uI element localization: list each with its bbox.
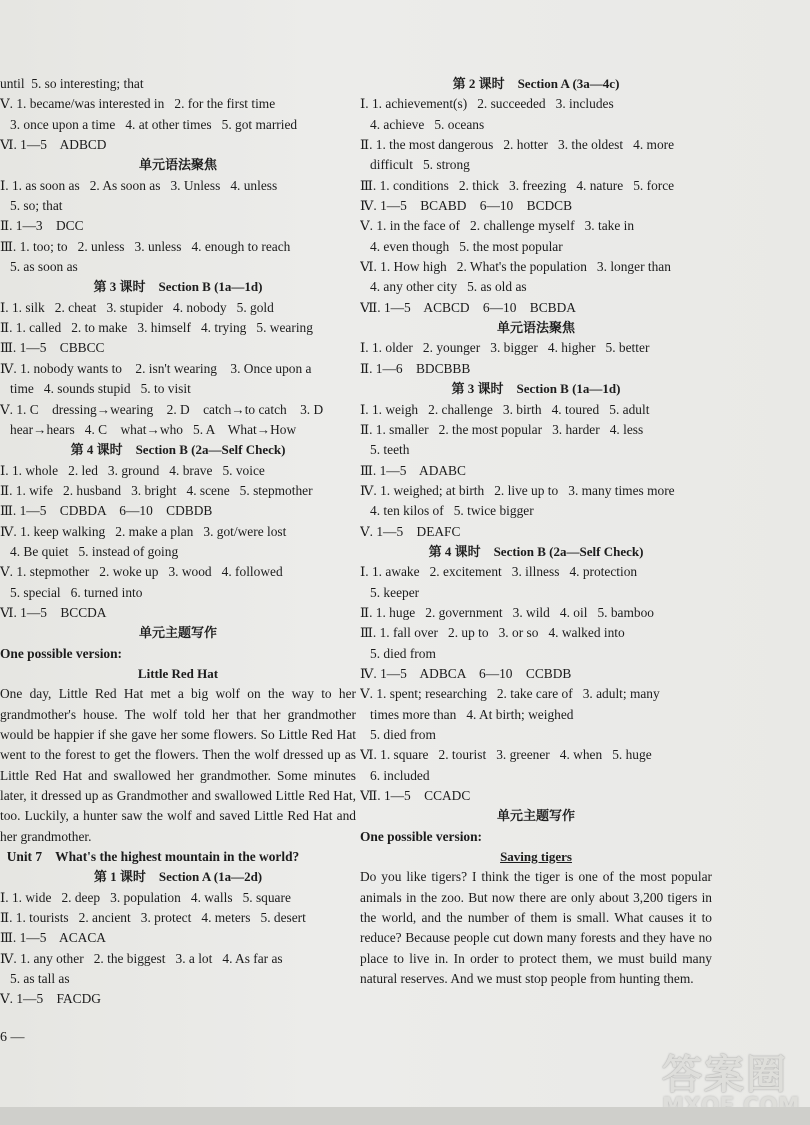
section-heading (0, 155, 356, 175)
line-text: One possible version: (360, 828, 483, 844)
answer-line (360, 623, 712, 643)
line-text: Ⅱ. 1—6 BDCBBB (360, 360, 471, 376)
answer-line (0, 135, 356, 155)
line-text: time 4. sounds stupid 5. to visit (0, 381, 191, 397)
line-text: Ⅱ. 1—3 DCC (0, 218, 84, 234)
right-column (360, 74, 712, 989)
line-text: Ⅳ. 1. any other 2. the biggest 3. a lot 4. As far as (0, 950, 283, 966)
line-text: Ⅴ. 1—5 DEAFC (360, 523, 461, 539)
answer-line (360, 338, 712, 358)
line-text: Ⅱ. 1. called 2. to make 3. himself 4. trying 5. wearing (0, 320, 313, 336)
line-text: Ⅰ. 1. wide 2. deep 3. population 4. walls 5. square (0, 889, 291, 905)
answer-line (360, 298, 712, 318)
watermark (662, 1043, 802, 1115)
answer-line (360, 257, 712, 277)
line-text: 第 3 课时 Section B (1a—1d) (451, 381, 621, 397)
line-text: Ⅳ. 1—5 ADBCA 6—10 CCBDB (360, 665, 572, 681)
right-lines (360, 74, 712, 867)
answer-line (0, 379, 356, 399)
section-heading (0, 277, 356, 297)
line-text: Ⅴ. 1. spent; researching 2. take care of 3. adult; many (360, 686, 660, 702)
line-text: difficult 5. strong (360, 157, 470, 173)
answer-line (0, 298, 356, 318)
answer-line (360, 115, 712, 135)
line-text: Ⅱ. 1. the most dangerous 2. hotter 3. the oldest 4. more (360, 137, 675, 153)
line-text: 第 1 课时 Section A (1a—2d) (93, 869, 263, 885)
line-text: 5. special 6. turned into (0, 584, 143, 600)
answer-line (360, 562, 712, 582)
line-text: Ⅰ. 1. achievement(s) 2. succeeded 3. includes (360, 96, 614, 112)
line-text: 4. Be quiet 5. instead of going (0, 543, 179, 559)
line-text: 5. keeper (360, 584, 420, 600)
section-heading (0, 623, 356, 643)
answer-line (0, 338, 356, 358)
answer-line (0, 644, 356, 664)
line-text: Ⅰ. 1. whole 2. led 3. ground 4. brave 5. voice (0, 462, 265, 478)
essay-paragraph: Do you like tigers? I think the tiger is one of the most popular animals in the zoo. But now there are only about 3,200 tigers in the world, and the number of them is small. What causes it to reduce? Because people cut down many forests and they have no place to live in. In order to protect them, we must build many natural reserves. And we must stop people from hunting them. (360, 869, 712, 987)
answer-line (0, 562, 356, 582)
line-text: Ⅴ. 1. became/was interested in 2. for the first time (0, 96, 276, 112)
line-text: Ⅰ. 1. as soon as 2. As soon as 3. Unless 4. unless (0, 177, 278, 193)
answer-line (0, 420, 356, 440)
answer-line (0, 237, 356, 257)
line-text: Ⅲ. 1—5 ADABC (360, 462, 466, 478)
line-text: Ⅵ. 1. How high 2. What's the population 3. longer than (360, 259, 671, 275)
line-text: Ⅶ. 1—5 CCADC (360, 788, 471, 804)
line-text: Ⅲ. 1. conditions 2. thick 3. freezing 4. nature 5. force (360, 177, 675, 193)
answer-line (0, 400, 356, 420)
answer-line (0, 603, 356, 623)
answer-line (360, 481, 712, 501)
line-text: Ⅴ. 1—5 FACDG (0, 991, 101, 1007)
line-text: Ⅴ. 1. in the face of 2. challenge myself 3. take in (360, 218, 635, 234)
section-heading (360, 74, 712, 94)
line-text: 4. any other city 5. as old as (360, 279, 527, 295)
line-text: Ⅱ. 1. smaller 2. the most popular 3. harder 4. less (360, 421, 644, 437)
line-text: 3. once upon a time 4. at other times 5. got married (0, 116, 298, 132)
answer-line (360, 237, 712, 257)
answer-line (360, 522, 712, 542)
answer-line (360, 461, 712, 481)
section-heading (0, 440, 356, 460)
line-text: 第 2 课时 Section A (3a—4c) (452, 76, 620, 91)
line-text: Ⅳ. 1. weighed; at birth 2. live up to 3. many times more (360, 482, 675, 498)
line-text: 5. died from (360, 727, 436, 742)
story-paragraph: One day, Little Red Hat met a big wolf on the way to her grandmother's house. The wolf told her that her grandmother would be happier if she gave her some flowers. So Little Red Hat went to the forest to get the flowers. Then the wolf dressed up as Little Red Hat and swallowed her grandmother. Some minutes later, it dressed up as Grandmother and swallowed Little Red Hat, too. Luckily, a hunter saw the wolf and saved Little Red Hat and her grandmother. (0, 686, 356, 844)
line-text: 6. included (360, 767, 430, 783)
line-text: Ⅱ. 1. tourists 2. ancient 3. protect 4. meters 5. desert (0, 910, 306, 926)
answer-line (360, 400, 712, 420)
answer-line (360, 725, 712, 745)
answer-line (360, 359, 712, 379)
answer-line (0, 94, 356, 114)
answer-line (360, 745, 712, 765)
answer-line (360, 155, 712, 175)
answer-line (0, 583, 356, 603)
line-text: Ⅲ. 1—5 CDBDA 6—10 CDBDB (0, 503, 213, 519)
line-text: times more than 4. At birth; weighed (360, 706, 574, 722)
answer-line (360, 196, 712, 216)
line-text: 4. ten kilos of 5. twice bigger (360, 503, 534, 519)
left-after-lines (0, 847, 356, 1010)
line-text: Ⅰ. 1. older 2. younger 3. bigger 4. higher 5. better (360, 340, 650, 356)
line-text: Ⅳ. 1. keep walking 2. make a plan 3. got/were lost (0, 523, 287, 539)
answer-line (360, 583, 712, 603)
line-text: Saving tigers (500, 849, 572, 865)
answer-line (0, 501, 356, 521)
line-text: Ⅶ. 1—5 ACBCD 6—10 BCBDA (360, 299, 576, 315)
answer-line (360, 135, 712, 155)
section-heading (360, 542, 712, 562)
answer-line (0, 969, 356, 989)
line-text: 5. so; that (0, 198, 63, 214)
line-text: 4. achieve 5. oceans (360, 116, 485, 132)
answer-line (0, 115, 356, 135)
line-text: 单元语法聚焦 (138, 157, 217, 173)
line-text: Ⅵ. 1—5 BCCDA (0, 604, 107, 620)
line-text: Ⅰ. 1. silk 2. cheat 3. stupider 4. nobody 5. gold (0, 299, 274, 315)
section-heading (360, 847, 712, 867)
answer-line (360, 705, 712, 725)
answer-line (360, 216, 712, 236)
section-heading (360, 806, 712, 826)
answer-line (360, 94, 712, 114)
answer-line (0, 74, 356, 94)
left-column (0, 74, 356, 1010)
line-text: Unit 7 What's the highest mountain in the world? (0, 849, 300, 865)
line-text: Ⅳ. 1. nobody wants to 2. isn't wearing 3. Once upon a (0, 360, 312, 376)
answer-line (0, 542, 356, 562)
line-text: Ⅰ. 1. awake 2. excitement 3. illness 4. protection (360, 564, 638, 580)
answer-line (0, 359, 356, 379)
line-text: Ⅰ. 1. weigh 2. challenge 3. birth 4. toured 5. adult (360, 401, 650, 417)
line-text: Ⅴ. 1. stepmother 2. woke up 3. wood 4. followed (0, 564, 283, 580)
answer-line (360, 766, 712, 786)
answer-line (0, 949, 356, 969)
answer-line (0, 257, 356, 277)
answer-line (360, 440, 712, 460)
line-text: hear→hears 4. C what→who 5. A What→How (0, 421, 297, 437)
bottom-band (0, 1107, 810, 1125)
answer-line (360, 603, 712, 623)
line-text: Ⅲ. 1. fall over 2. up to 3. or so 4. walked into (360, 625, 625, 641)
section-heading (360, 318, 712, 338)
line-text: 5. died from (360, 645, 436, 661)
watermark-logo: 答案圈 (662, 1052, 788, 1098)
line-text: 单元主题写作 (496, 808, 575, 824)
page-number: 6 — (0, 1030, 25, 1045)
line-text: One possible version: (0, 645, 123, 661)
line-text: 4. even though 5. the most popular (360, 238, 563, 254)
answer-line (0, 196, 356, 216)
section-heading (0, 664, 356, 684)
line-text: until 5. so interesting; that (0, 76, 144, 91)
answer-line (0, 522, 356, 542)
answer-line (360, 664, 712, 684)
left-lines (0, 74, 356, 684)
line-text: 5. as tall as (0, 971, 70, 987)
answer-line (360, 786, 712, 806)
answer-line (360, 827, 712, 847)
line-text: 第 4 课时 Section B (2a—Self Check) (428, 543, 644, 559)
line-text: Ⅴ. 1. C dressing→wearing 2. D catch→to catch 3. D (0, 401, 324, 417)
answer-line (0, 928, 356, 948)
answer-line (360, 644, 712, 664)
answer-line (0, 216, 356, 236)
line-text: Ⅵ. 1—5 ADBCD (0, 137, 107, 153)
answer-line (0, 318, 356, 338)
line-text: 单元主题写作 (138, 625, 217, 641)
answer-line (0, 481, 356, 501)
answer-line (0, 847, 356, 867)
line-text: Ⅵ. 1. square 2. tourist 3. greener 4. when 5. huge (360, 747, 652, 763)
answer-line (360, 684, 712, 704)
line-text: Ⅱ. 1. wife 2. husband 3. bright 4. scene 5. stepmother (0, 482, 313, 498)
line-text: Ⅱ. 1. huge 2. government 3. wild 4. oil 5. bamboo (360, 604, 654, 620)
line-text: Ⅲ. 1—5 CBBCC (0, 340, 105, 356)
line-text: 第 3 课时 Section B (1a—1d) (93, 279, 263, 295)
answer-line (0, 176, 356, 196)
answer-line (0, 888, 356, 908)
answer-line (0, 461, 356, 481)
line-text: 5. as soon as (0, 259, 78, 275)
line-text: Little Red Hat (137, 665, 219, 681)
section-heading (360, 379, 712, 399)
line-text: 第 4 课时 Section B (2a—Self Check) (70, 442, 286, 458)
answer-line (360, 501, 712, 521)
answer-line (0, 908, 356, 928)
line-text: Ⅲ. 1. too; to 2. unless 3. unless 4. enough to reach (0, 238, 291, 254)
line-text: 5. teeth (360, 442, 410, 458)
line-text: Ⅲ. 1—5 ACACA (0, 930, 106, 946)
line-text: 单元语法聚焦 (496, 320, 575, 336)
section-heading (0, 867, 356, 887)
answer-line (0, 989, 356, 1009)
answer-line (360, 277, 712, 297)
answer-line (360, 176, 712, 196)
line-text: Ⅳ. 1—5 BCABD 6—10 BCDCB (360, 198, 573, 214)
answer-line (360, 420, 712, 440)
